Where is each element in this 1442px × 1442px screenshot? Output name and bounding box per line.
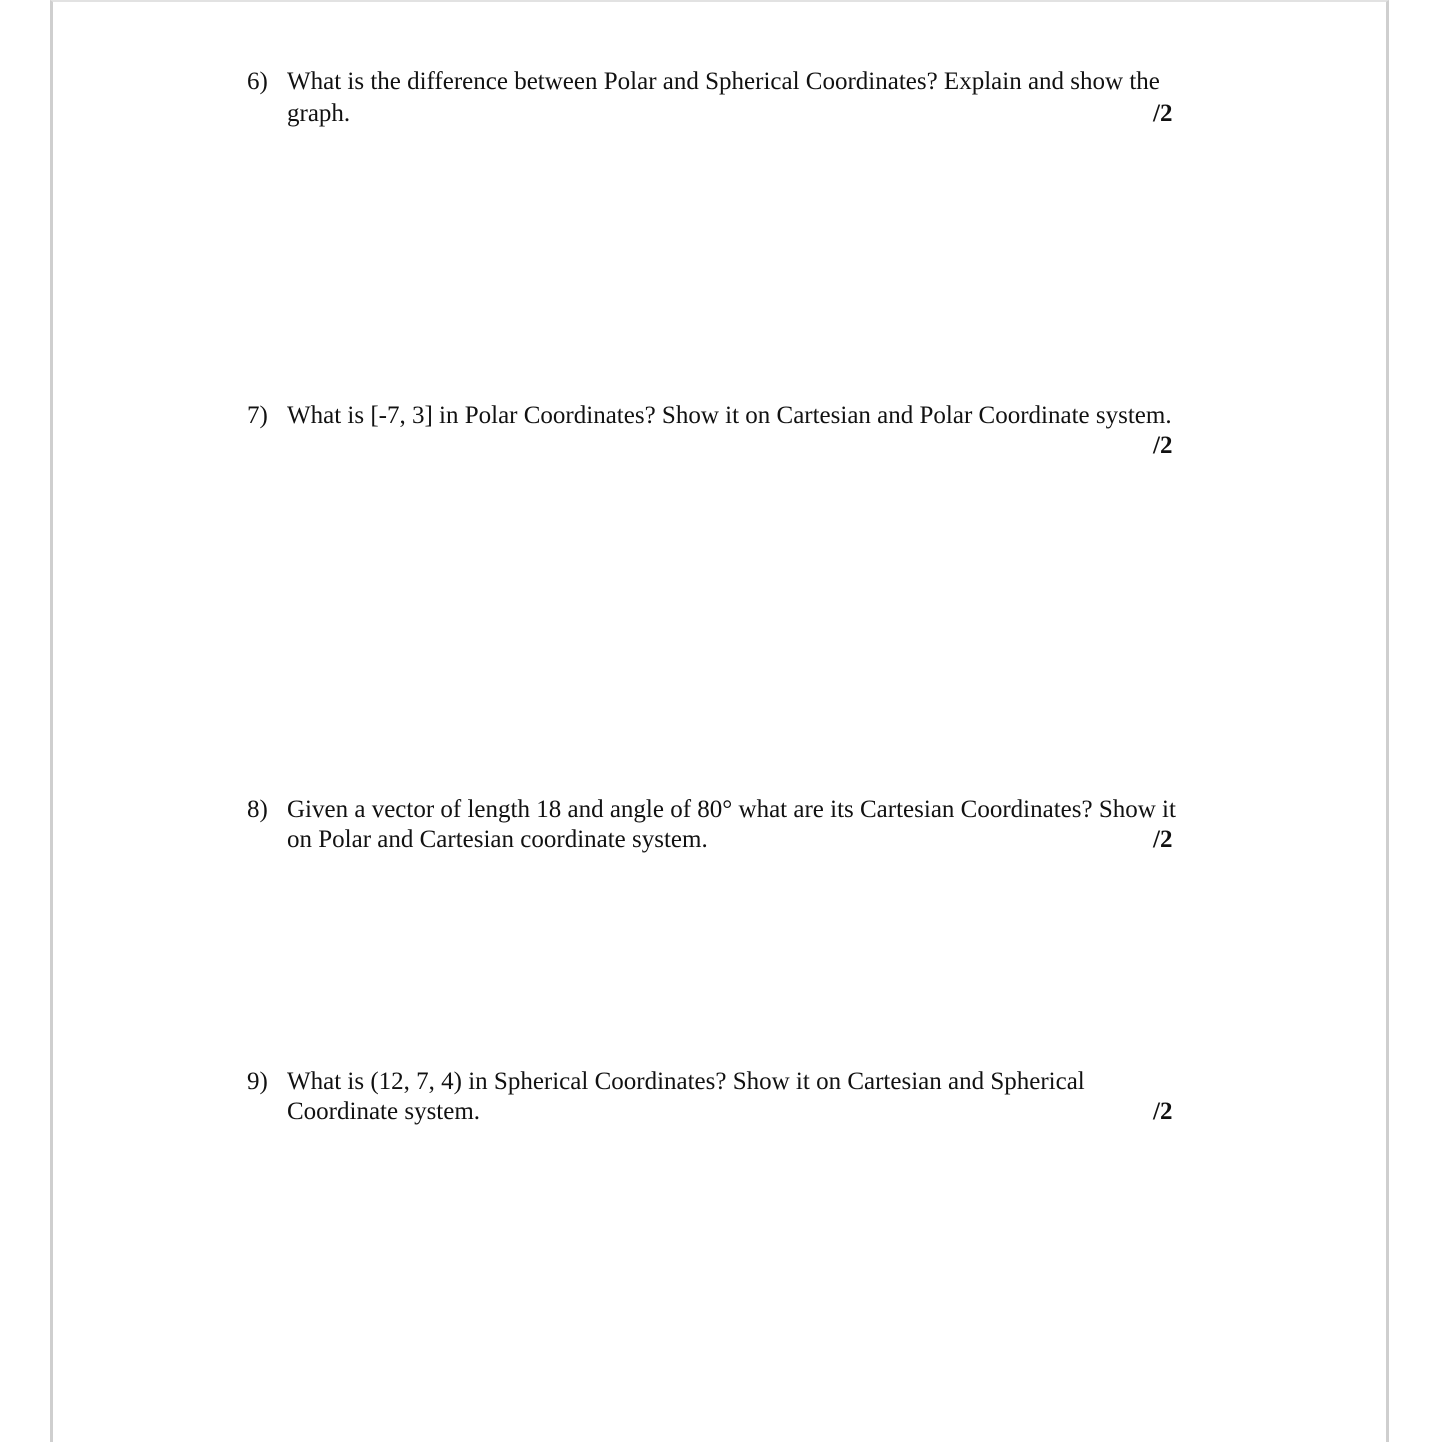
question-number: 8) <box>247 796 268 823</box>
question-mark: /2 <box>1153 100 1173 127</box>
question-mark: /2 <box>1153 432 1173 459</box>
question-number: 9) <box>247 1068 268 1095</box>
question-text-line-1: What is (12, 7, 4) in Spherical Coordinates? Show it on Cartesian and Spherical <box>287 1068 1085 1095</box>
document-page <box>50 0 1389 1442</box>
question-mark: /2 <box>1153 1098 1173 1125</box>
question-number: 7) <box>247 402 268 429</box>
question-mark: /2 <box>1153 826 1173 853</box>
question-text-line-2: on Polar and Cartesian coordinate system. <box>287 826 708 853</box>
question-text-line-2: graph. <box>287 100 351 127</box>
question-number: 6) <box>247 68 268 95</box>
question-text-line-1: Given a vector of length 18 and angle of 80° what are its Cartesian Coordinates? Show it <box>287 796 1176 823</box>
question-text-line-1: What is [-7, 3] in Polar Coordinates? Show it on Cartesian and Polar Coordinate system. <box>287 402 1172 429</box>
question-text-line-2: Coordinate system. <box>287 1098 481 1125</box>
question-text-line-1: What is the difference between Polar and Spherical Coordinates? Explain and show the <box>287 68 1160 95</box>
